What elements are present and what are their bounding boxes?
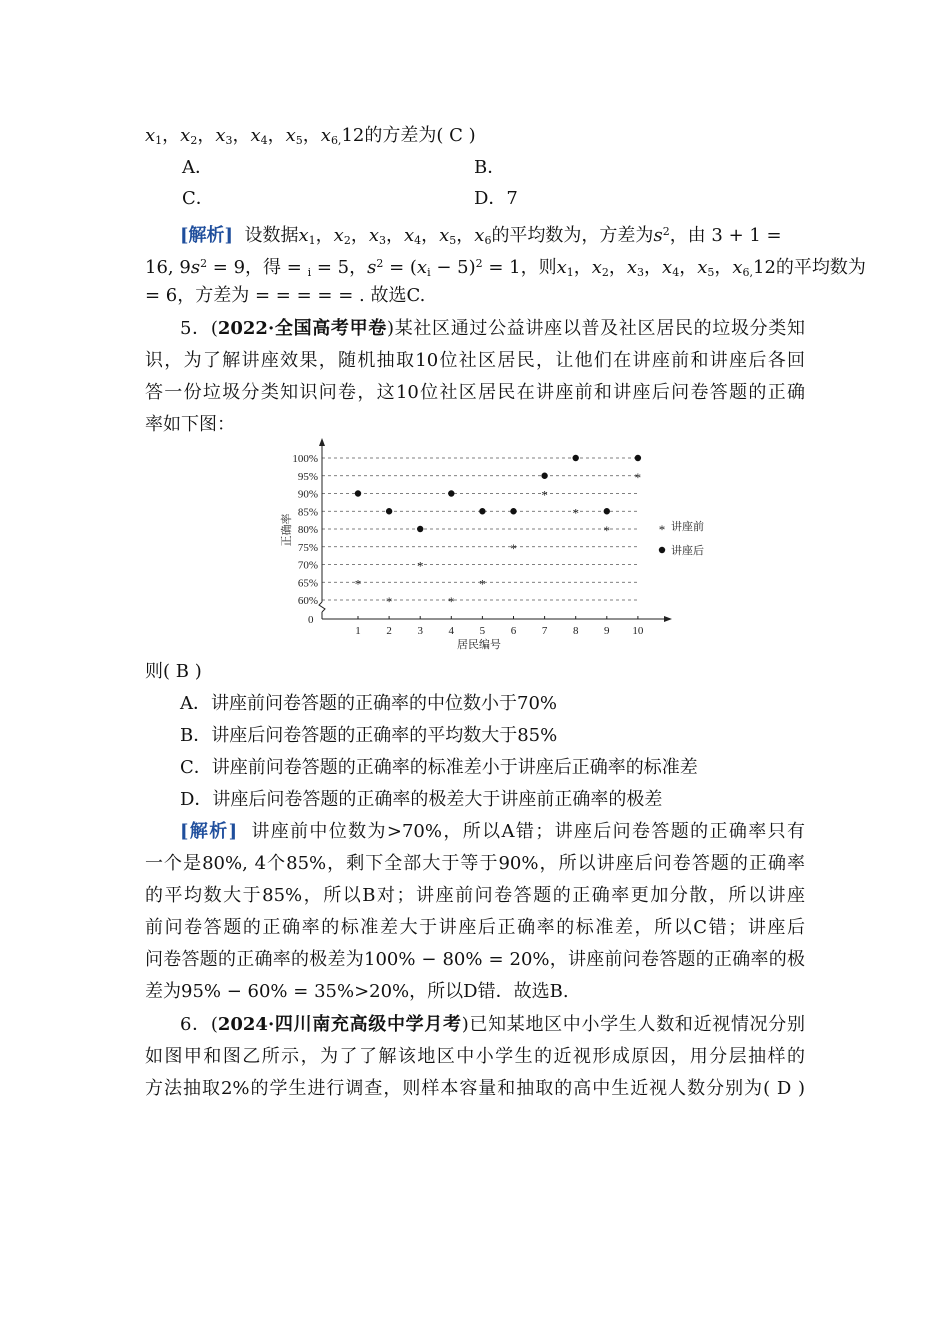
q4-option-b: B． [474, 157, 506, 178]
q5-option-b: B．讲座后问卷答题的正确率的平均数大于85% [180, 725, 558, 746]
before-lecture-point: * [603, 523, 611, 538]
x-tick-label: 2 [386, 625, 392, 637]
y-tick-label: 70% [297, 559, 318, 572]
q5-analysis-line-1: [解析] 讲座前中位数为>70%，所以A错；讲座后问卷答题的正确率只有 [180, 821, 805, 842]
y-tick-label: 75% [297, 541, 318, 554]
q5-prompt: 则( B ) [145, 661, 202, 682]
before-lecture-point: * [416, 558, 424, 574]
x-tick-label: 7 [541, 625, 548, 637]
y-axis-arrow [319, 438, 325, 446]
q5-stem-line-4: 率如下图： [145, 414, 235, 435]
after-lecture-point [479, 508, 485, 514]
origin-label: 0 [308, 614, 314, 626]
y-tick-label: 80% [297, 524, 318, 536]
x-axis-title: 居民编号 [457, 639, 501, 651]
legend-after-label: 讲座后 [671, 545, 704, 557]
before-lecture-point: * [354, 576, 362, 592]
q6-stem-line-3: 方法抽取2%的学生进行调查，则样本容量和抽取的高中生近视人数分别为( D ) [145, 1078, 805, 1099]
x-tick-label: 1 [355, 625, 361, 637]
before-lecture-point: * [479, 576, 486, 592]
after-lecture-point [604, 508, 610, 514]
q6-stem-line-1: 6．(2024·四川南充高级中学月考)已知某地区中小学生人数和近视情况分别 [180, 1014, 805, 1035]
before-lecture-point: * [572, 505, 579, 521]
after-lecture-point [448, 490, 454, 496]
y-axis-title: 正确率 [281, 513, 293, 547]
y-axis-break [319, 602, 325, 612]
x-tick-label: 10 [632, 625, 644, 637]
before-lecture-point: * [541, 487, 548, 503]
after-lecture-point [635, 455, 641, 461]
q5-option-d: D．讲座后问卷答题的正确率的极差大于讲座前正确率的极差 [180, 789, 663, 810]
x-tick-label: 4 [448, 625, 455, 637]
before-lecture-point: * [385, 594, 393, 609]
after-lecture-point [386, 508, 392, 514]
q6-source: 2024·四川南充高级中学月考 [217, 1014, 462, 1035]
q5-source: 2022·全国高考甲卷 [217, 318, 387, 339]
after-lecture-point [355, 490, 361, 496]
q5-analysis-line-6: 差为95% − 60% = 35%>20%，所以D错．故选B. [145, 981, 569, 1002]
q5-stem-line-2: 识，为了解讲座效果，随机抽取10位社区居民，让他们在讲座前和讲座后各回 [145, 350, 805, 371]
x-axis-arrow [664, 616, 672, 622]
q4-option-c: C． [182, 188, 214, 209]
x-tick-label: 6 [510, 625, 517, 637]
analysis-tag: [解析] [180, 821, 238, 842]
q5-analysis-line-5: 问卷答题的正确率的极差为100% − 80% = 20%，讲座前问卷答题的正确率的极 [145, 949, 805, 970]
legend-before-label: 讲座前 [671, 521, 704, 533]
after-lecture-point [510, 508, 516, 514]
y-tick-label: 65% [297, 577, 318, 590]
q4-analysis-line-3: = 6，方差为 = = = = = . 故选C. [145, 285, 426, 306]
q5-option-a: A．讲座前问卷答题的正确率的中位数小于70% [180, 693, 558, 714]
y-tick-label: 100% [292, 453, 318, 465]
before-lecture-point: * [448, 594, 455, 609]
q5-analysis-line-4: 前问卷答题的正确率的标准差大于讲座后正确率的标准差，所以C错；讲座后 [145, 917, 805, 938]
y-tick-label: 95% [297, 470, 318, 483]
q5-analysis-line-3: 的平均数大于85%，所以B对；讲座前问卷答题的正确率更加分散，所以讲座 [145, 885, 805, 906]
q4-option-a: A． [182, 157, 213, 178]
q4-analysis-line-2: 16, $9s^2 = 9$，得 = $_i$ = 5，$s^2 = (x_i - 5)^2 = 1$，则$x_1$，$x_2$，$x_3$，$x_4$，$x_5$，$x_{6,}12$的平均数为 [145, 257, 866, 279]
x-tick-label: 3 [417, 625, 423, 637]
q4-stem: $x_1$，$x_2$，$x_3$，$x_4$，$x_5$，$x_{6,}12$的方差为( C ) [145, 125, 476, 147]
y-tick-label: 85% [297, 506, 318, 519]
x-tick-label: 9 [604, 625, 610, 637]
accuracy-scatter-chart [272, 432, 722, 654]
legend-after-marker [659, 547, 665, 553]
before-lecture-point: * [510, 540, 517, 556]
analysis-tag: [解析] [180, 225, 234, 246]
after-lecture-point [573, 455, 579, 461]
y-tick-label: 60% [297, 595, 318, 607]
q6-stem-line-2: 如图甲和图乙所示，为了了解该地区中小学生的近视形成原因，用分层抽样的 [145, 1046, 805, 1067]
legend-before-marker: * [658, 522, 666, 537]
q5-stem-line-1: 5．(2022·全国高考甲卷)某社区通过公益讲座以普及社区居民的垃圾分类知 [180, 318, 805, 339]
q4-option-d: D．7 [474, 188, 518, 209]
after-lecture-point [417, 526, 423, 532]
before-lecture-point: * [634, 469, 642, 485]
x-tick-label: 8 [572, 625, 579, 637]
q5-analysis-line-2: 一个是80%, 4个85%，剩下全部大于等于90%，所以讲座后问卷答题的正确率 [145, 853, 805, 874]
q4-analysis-line-1: [解析] 设数据$x_1$，$x_2$，$x_3$，$x_4$，$x_5$，$x_6$的平均数为，方差为$s^2$，由 3 + 1 = [180, 225, 782, 247]
x-tick-label: 5 [479, 625, 486, 637]
after-lecture-point [541, 473, 547, 479]
q5-stem-line-3: 答一份垃圾分类知识问卷，这10位社区居民在讲座前和讲座后问卷答题的正确 [145, 382, 805, 403]
q5-option-c: C．讲座前问卷答题的正确率的标准差小于讲座后正确率的标准差 [180, 757, 698, 778]
y-tick-label: 90% [297, 488, 318, 501]
